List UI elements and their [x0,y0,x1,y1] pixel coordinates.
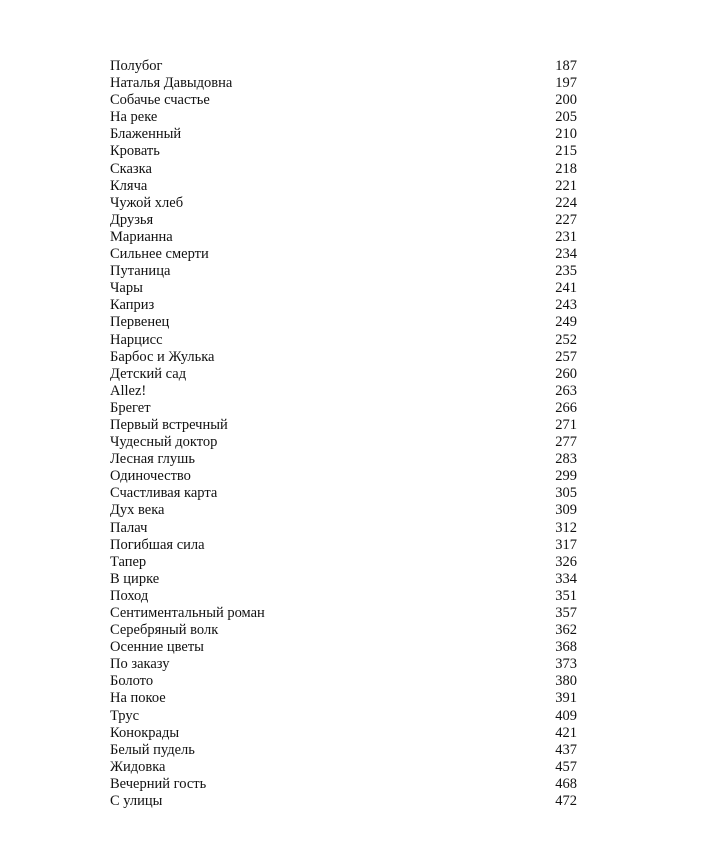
toc-entry-page-number: 373 [555,656,577,673]
toc-entry-title: Чары [110,280,143,297]
toc-entry-title: Сентиментальный роман [110,605,265,621]
toc-entry-title: Болото [110,673,154,690]
toc-entry-page-number: 472 [555,793,577,810]
toc-entry [110,161,577,178]
toc-entry [110,400,577,417]
toc-entry [110,708,577,725]
toc-entry-title: Брегет [110,399,151,416]
toc-entry-page-number: 299 [555,468,577,485]
toc-entry-title: На реке [110,109,158,126]
toc-entry-title: Марианна [110,228,173,245]
toc-entry-page-number: 317 [555,536,577,553]
toc-entry [110,571,577,588]
toc-entry-title: Друзья [110,211,154,228]
toc-entry-title: Первый встречный [110,416,228,433]
toc-entry [110,605,577,622]
toc-entry-page-number: 309 [555,502,577,519]
toc-entry [110,143,577,160]
toc-entry-page-number: 305 [555,485,577,502]
toc-entry [110,195,577,212]
toc-entry-title: Одиночество [110,468,191,485]
toc-entry-page-number: 235 [555,263,577,280]
toc-entry-page-number: 437 [555,741,577,758]
toc-entry-title: Жидовка [110,758,166,775]
toc-entry-page-number: 271 [555,416,577,433]
toc-entry-title: Осенние цветы [110,639,204,656]
toc-entry [110,126,577,143]
toc-entry-page-number: 334 [555,570,577,587]
toc-entry-page-number: 218 [555,160,577,177]
toc-entry-page-number: 468 [555,775,577,792]
toc-entry-page-number: 215 [555,143,577,160]
toc-entry-title: Сильнее смерти [110,246,209,263]
toc-entry-page-number: 277 [555,434,577,451]
toc-entry-title: Палач [110,519,148,536]
toc-entry [110,178,577,195]
toc-entry-title: Конокрады [110,724,180,741]
toc-entry-page-number: 187 [555,58,577,74]
toc-entry-page-number: 391 [555,690,577,707]
toc-entry [110,451,577,468]
toc-entry [110,92,577,109]
toc-entry-title: Белый пудель [110,741,195,758]
toc-entry [110,673,577,690]
toc-entry-title: Полубог [110,58,163,74]
toc-entry-title: Блаженный [110,126,182,143]
toc-entry-title: Счастливая карта [110,485,218,502]
toc-entry [110,485,577,502]
toc-entry-title: Путаница [110,263,171,280]
toc-entry [110,263,577,280]
toc-entry-title: Поход [110,587,149,604]
toc-entry-page-number: 368 [555,639,577,656]
toc-entry-title: Лесная глушь [110,451,195,468]
toc-entry [110,109,577,126]
toc-entry-page-number: 326 [555,553,577,570]
toc-entry-page-number: 221 [555,177,577,194]
toc-entry-page-number: 283 [555,451,577,468]
toc-entry-title: На покое [110,690,166,707]
toc-entry [110,690,577,707]
toc-entry-page-number: 260 [555,365,577,382]
toc-entry [110,297,577,314]
toc-entry [110,75,577,92]
toc-entry [110,537,577,554]
toc-entry-page-number: 210 [555,126,577,143]
toc-entry-page-number: 380 [555,673,577,690]
toc-entry-title: С улицы [110,793,163,810]
toc-entry [110,212,577,229]
toc-entry-page-number: 197 [555,75,577,92]
toc-entry-title: Тапер [110,553,147,570]
toc-entry-title: Серебряный волк [110,622,219,639]
toc-entry-title: Сказка [110,160,152,177]
toc-entry-page-number: 252 [555,331,577,348]
toc-entry-title: Погибшая сила [110,536,205,553]
toc-entry [110,759,577,776]
toc-entry-page-number: 357 [555,605,577,621]
toc-entry-page-number: 227 [555,211,577,228]
toc-entry-title: Allez! [110,382,147,399]
toc-entry-page-number: 351 [555,587,577,604]
toc-entry-page-number: 243 [555,297,577,314]
toc-entry [110,280,577,297]
toc-entry-page-number: 205 [555,109,577,126]
toc-entry-page-number: 312 [555,519,577,536]
toc-entry-page-number: 241 [555,280,577,297]
toc-entry-page-number: 224 [555,194,577,211]
toc-entry-title: Собачье счастье [110,92,210,109]
toc-entry-title: По заказу [110,656,170,673]
toc-entry [110,588,577,605]
toc-entry [110,229,577,246]
toc-entry [110,468,577,485]
toc-entry [110,246,577,263]
toc-entry-page-number: 234 [555,246,577,263]
toc-entry-page-number: 266 [555,399,577,416]
toc-entry [110,793,577,810]
toc-entry-title: Чудесный доктор [110,434,218,451]
toc-entry-title: Каприз [110,297,155,314]
table-of-contents [110,58,577,810]
toc-entry-page-number: 231 [555,228,577,245]
toc-entry-page-number: 263 [555,382,577,399]
toc-entry [110,776,577,793]
toc-entry-title: Нарцисс [110,331,163,348]
toc-entry [110,434,577,451]
toc-entry [110,639,577,656]
toc-entry-title: Первенец [110,314,170,331]
toc-entry-page-number: 249 [555,314,577,331]
toc-entry [110,314,577,331]
toc-entry-title: Кляча [110,177,148,194]
toc-entry-title: Чужой хлеб [110,194,184,211]
toc-entry-title: Барбос и Жулька [110,348,215,365]
toc-entry [110,656,577,673]
toc-entry [110,58,577,75]
toc-entry [110,332,577,349]
toc-entry-title: Наталья Давыдовна [110,75,233,92]
toc-entry [110,502,577,519]
toc-entry [110,366,577,383]
toc-entry [110,349,577,366]
toc-entry-title: Дух века [110,502,165,519]
toc-entry-title: Детский сад [110,365,187,382]
toc-entry [110,520,577,537]
toc-entry-title: Трус [110,707,140,724]
toc-entry-page-number: 421 [555,724,577,741]
toc-entry-page-number: 457 [555,758,577,775]
toc-entry [110,417,577,434]
toc-entry-title: В цирке [110,570,160,587]
toc-entry-page-number: 362 [555,622,577,639]
toc-entry-page-number: 257 [555,348,577,365]
toc-entry [110,742,577,759]
toc-entry [110,622,577,639]
toc-entry-title: Вечерний гость [110,775,207,792]
toc-entry-title: Кровать [110,143,160,160]
toc-entry [110,725,577,742]
toc-entry-page-number: 409 [555,707,577,724]
toc-entry-page-number: 200 [555,92,577,109]
toc-entry [110,383,577,400]
toc-entry [110,554,577,571]
